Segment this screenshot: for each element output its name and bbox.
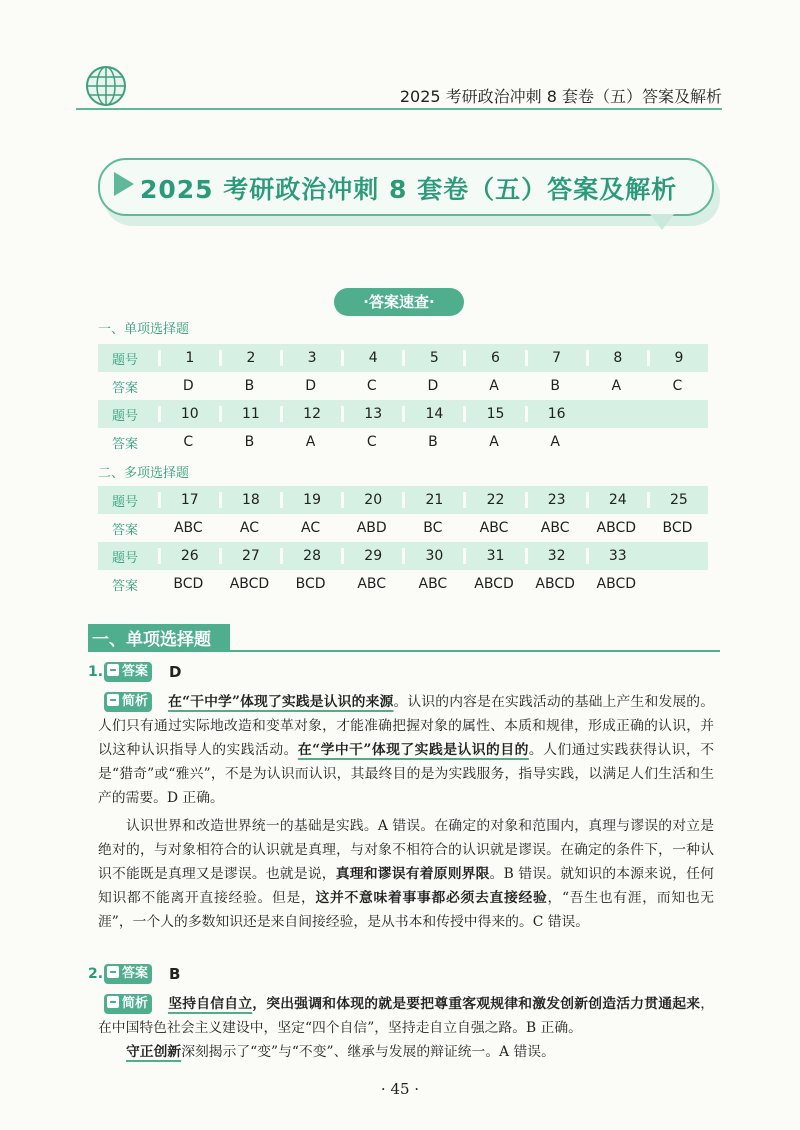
grid-cell: AC: [301, 520, 321, 536]
grid-cell: AC: [239, 520, 259, 536]
grid-cell: 26: [158, 548, 219, 564]
q2-analysis-paragraph-1: [98, 992, 714, 1040]
banner-title: 2025 考研政治冲刺 8 套卷（五）答案及解析: [140, 175, 678, 204]
grid-cell: ABC: [173, 520, 203, 536]
grid-cell: 29: [341, 548, 402, 564]
single-row2-answers: [98, 428, 708, 456]
q2-bold-innovation: 守正创新: [126, 1044, 182, 1060]
q2-analysis-paragraph-2: [98, 1040, 714, 1064]
grid-cell: A: [305, 434, 316, 450]
grid-cell: 22: [463, 492, 524, 508]
q1-text-2: 。人们通过实践获得认识，不是“猎奇”或“雅兴”，不是为认识而认识，其最终目的是为实践服务，指导实践，以满足人们生活和生产的需要。D 正确。: [98, 742, 715, 806]
grid-cell: 10: [158, 406, 219, 422]
q1-bold-purpose: 在“学中干”体现了实践是认识的目的: [297, 742, 529, 758]
banner-tail: [650, 214, 674, 230]
grid-cell: ABC: [540, 520, 570, 536]
multi-choice-grid: [98, 486, 708, 598]
grid-cell: 17: [158, 492, 219, 508]
pencil-note-icon: [107, 966, 119, 978]
grid-cell: 20: [341, 492, 402, 508]
pencil-note-icon: [107, 664, 119, 676]
grid-cell: 8: [586, 350, 647, 366]
grid-cell: 19: [280, 492, 341, 508]
row-label: 答案: [112, 436, 139, 452]
grid-cell: 28: [280, 548, 341, 564]
header-title: 2025 考研政治冲刺 8 套卷（五）答案及解析: [399, 87, 722, 106]
grid-cell: 24: [586, 492, 647, 508]
header-rule: [76, 108, 722, 110]
grid-cell: 23: [525, 492, 586, 508]
grid-cell: A: [489, 378, 499, 394]
row-label: 答案: [112, 578, 139, 594]
page-number: · 45 ·: [380, 1080, 420, 1098]
grid-cell: 1: [158, 350, 219, 366]
grid-cell: A: [611, 378, 622, 394]
grid-cell: 25: [647, 492, 708, 508]
grid-cell: 18: [219, 492, 280, 508]
grid-cell: ABC: [357, 576, 387, 592]
grid-cell: ABCD: [535, 576, 575, 592]
grid-cell: 31: [463, 548, 524, 564]
grid-cell: 33: [586, 548, 647, 564]
single-row1-answers: [98, 372, 708, 400]
answer-tag-label: 答案: [122, 664, 149, 679]
single-choice-grid: [98, 344, 708, 456]
q1-bold-boundary: 真理和谬误有着原则界限: [335, 866, 490, 882]
row-label: 答案: [112, 522, 139, 538]
grid-cell: 30: [402, 548, 463, 564]
grid-cell: B: [550, 378, 560, 394]
grid-cell: D: [305, 378, 316, 394]
analysis-tag-label: 简析: [122, 996, 149, 1011]
grid-cell: 5: [402, 350, 463, 366]
analysis-tag-label: 简析: [122, 694, 149, 709]
grid-cell: ABCD: [229, 576, 270, 592]
grid-cell: D: [182, 378, 194, 394]
single-row1-nums: [98, 344, 708, 372]
q1-text-5: ，“吾生也有涯，而知也无涯”，一个人的多数知识还是来自间接经验，是从书本和传授中得来的。C 错误。: [98, 890, 715, 930]
q1-bold-source: [168, 694, 393, 710]
grid-cell: A: [550, 434, 560, 450]
section-title: 一、单项选择题: [92, 630, 211, 650]
grid-cell: BCD: [662, 520, 693, 536]
single-row2-nums: [98, 400, 708, 428]
grid-cell: 14: [402, 406, 463, 422]
grid-cell: 3: [280, 350, 341, 366]
grid-cell: A: [489, 434, 499, 450]
play-arrow-icon: [114, 172, 134, 196]
grid-cell: ABCD: [474, 576, 514, 592]
q1-bold-experience: 这并不意味着事事都必须去直接经验: [315, 890, 548, 906]
row-label: 题号: [112, 550, 139, 566]
grid-cell: B: [244, 434, 255, 450]
question-number: 2.: [88, 966, 104, 982]
multi-row1-answers: [98, 514, 708, 542]
grid-cell: ABCD: [596, 576, 637, 592]
answer-tag: [104, 964, 152, 984]
grid-cell: 11: [219, 406, 280, 422]
answer-lookup-pill: ·答案速查·: [334, 288, 464, 316]
grid-cell: 15: [463, 406, 524, 422]
row-label: 题号: [112, 408, 139, 424]
q1-answer: D: [169, 663, 182, 681]
q1-text-4: 。B 错误。就知识的本源来说，任何知识都不能离开直接经验。但是，: [98, 866, 715, 906]
q2-text-1: ，在中国特色社会主义建设中，坚定“四个自信”，坚持走自立自强之路。B 正确。: [98, 996, 714, 1036]
single-choice-subheading: 一、单项选择题: [98, 322, 190, 337]
q1-underlined-source: 在“干中学”体现了实践是认识的来源: [168, 694, 394, 710]
grid-cell: BC: [423, 520, 443, 536]
grid-cell: B: [244, 378, 255, 394]
globe-logo-icon: [84, 64, 128, 108]
grid-cell: B: [428, 434, 438, 450]
grid-cell: 9: [647, 350, 708, 366]
grid-cell: 32: [525, 548, 586, 564]
grid-cell: 7: [525, 350, 586, 366]
answer-tag: [104, 662, 152, 682]
grid-cell: ABCD: [596, 520, 637, 536]
row-label: 题号: [112, 494, 139, 510]
grid-cell: 21: [402, 492, 463, 508]
grid-cell: D: [427, 378, 439, 394]
grid-cell: 12: [280, 406, 341, 422]
grid-cell: BCD: [173, 576, 204, 592]
q1-analysis-paragraph-2: [98, 814, 714, 934]
q2-text-2: 深刻揭示了“变”与“不变”、继承与发展的辩证统一。A 错误。: [181, 1044, 555, 1060]
grid-cell: ABC: [418, 576, 448, 592]
grid-cell: 2: [219, 350, 280, 366]
row-label: 题号: [112, 352, 139, 368]
grid-cell: 6: [463, 350, 524, 366]
grid-cell: C: [183, 434, 194, 450]
multi-choice-subheading: 二、多项选择题: [98, 466, 190, 481]
question-number: 1.: [88, 664, 104, 680]
multi-row2-answers: [98, 570, 708, 598]
q1-text-3: 认识世界和改造世界统一的基础是实践。A 错误。在确定的对象和范围内，真理与谬误的对立是绝对的，与对象相符合的认识就是真理，与对象不相符合的认识就是谬误。在确定的条件下，一种认识不能既是真理又是谬误。也就是说，: [98, 818, 714, 882]
grid-cell: 13: [341, 406, 402, 422]
grid-cell: C: [672, 378, 683, 394]
grid-cell: 4: [341, 350, 402, 366]
grid-cell: 27: [219, 548, 280, 564]
multi-row1-nums: [98, 486, 708, 514]
grid-cell: ABC: [479, 520, 509, 536]
grid-cell: C: [366, 378, 377, 394]
section-rule: [88, 650, 720, 652]
grid-cell: C: [366, 434, 377, 450]
q2-answer: B: [169, 965, 181, 983]
q2-bold-self-reliance: 坚持自信自立: [168, 996, 253, 1012]
grid-cell: BCD: [295, 576, 326, 592]
q2-bold-emphasis: ，突出强调和体现的就是要把尊重客观规律和激发创新创造活力贯通起来: [252, 996, 701, 1012]
row-label: 答案: [112, 380, 139, 396]
q1-text-1: 。认识的内容是在实践活动的基础上产生和发展的。人们只有通过实际地改造和变革对象，才能准确把握对象的属性、本质和规律，形成正确的认识，并以这种认识指导人的实践活动。: [98, 694, 715, 758]
answer-tag-label: 答案: [122, 966, 149, 981]
grid-cell: 16: [525, 406, 586, 422]
q1-analysis-paragraph-1: [98, 690, 714, 810]
grid-cell: ABD: [356, 520, 387, 536]
multi-row2-nums: [98, 542, 708, 570]
